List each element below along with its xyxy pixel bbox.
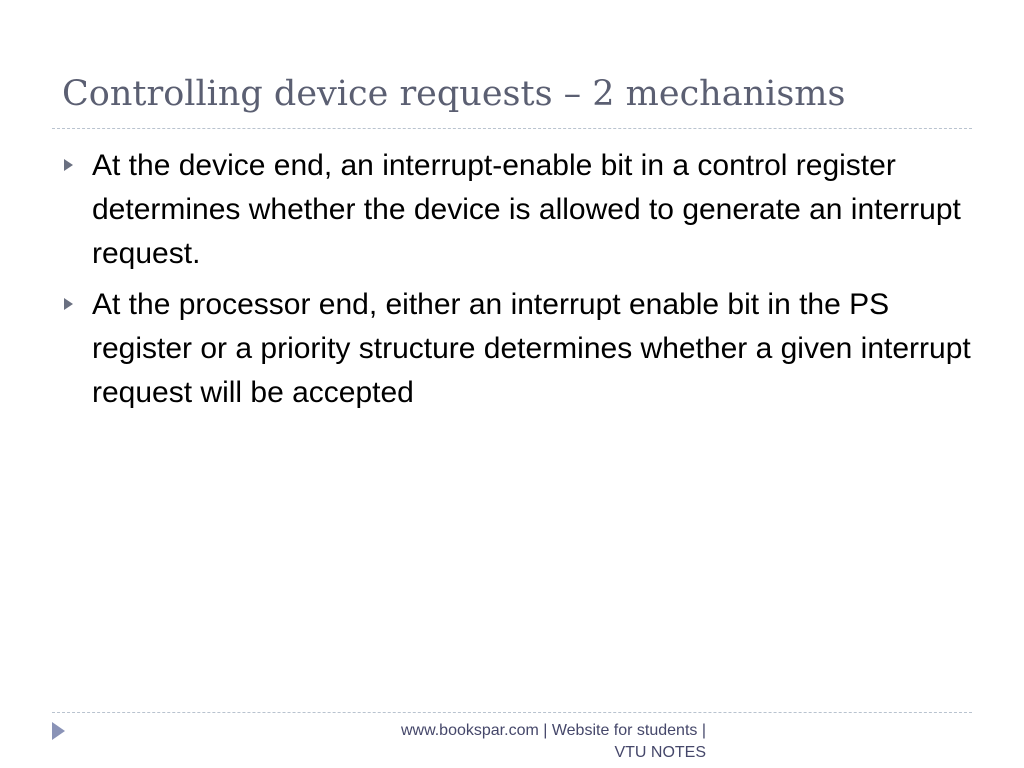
bullet-text: At the processor end, either an interrupt enable bit in the PS register or a priority structure determines whether a given interrupt request will be accepted	[92, 288, 971, 409]
slide-title: Controlling device requests – 2 mechanisms	[62, 74, 846, 114]
bullet-list	[62, 144, 972, 422]
title-divider	[52, 128, 972, 129]
footer-line-1: www.bookspar.com | Website for students |	[400, 722, 706, 739]
footer-line-2: VTU NOTES	[614, 744, 706, 761]
triangle-bullet-icon	[64, 159, 73, 171]
bullet-item	[62, 144, 972, 276]
footer-divider	[52, 712, 972, 713]
footer-triangle-icon	[52, 722, 65, 740]
triangle-bullet-icon	[64, 298, 73, 310]
bullet-text: At the device end, an interrupt-enable bit in a control register determines whether the device is allowed to generate an interrupt request.	[92, 149, 961, 270]
footer	[330, 720, 706, 764]
bullet-item	[62, 283, 972, 415]
